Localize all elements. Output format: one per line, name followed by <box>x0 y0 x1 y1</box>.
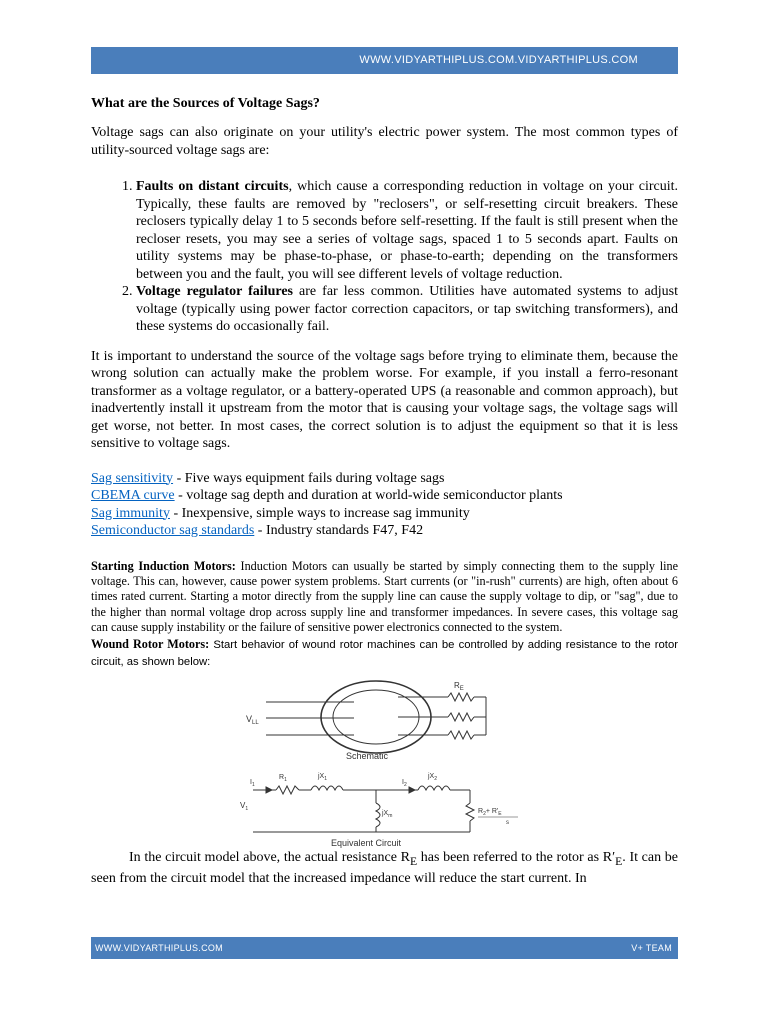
vll-label: $V_{LL}$ <box>246 713 259 726</box>
last-text-2: has been referred to the rotor as R′ <box>417 849 616 865</box>
header-url[interactable]: WWW.VIDYARTHIPLUS.COM.VIDYARTHIPLUS.COM <box>359 54 638 66</box>
link-row <box>91 487 678 505</box>
jxm-label: $jX_m$ <box>382 809 393 819</box>
r1-label: $R_1$ <box>279 773 287 783</box>
v1-label: $V_1$ <box>240 800 249 812</box>
re-label: $R_E$ <box>454 680 464 692</box>
starting-induction-paragraph <box>91 559 678 636</box>
list-item-title: Faults on distant circuits <box>136 179 289 194</box>
related-links <box>91 470 678 540</box>
section-heading: What are the Sources of Voltage Sags? <box>91 96 320 111</box>
header-bar <box>91 47 678 74</box>
last-text-3: . It can be seen from the circuit model that the increased impedance will reduce the start current. In <box>91 849 678 886</box>
starting-title: Starting Induction Motors: <box>91 558 236 573</box>
document-body <box>91 95 678 887</box>
link-cbema-curve[interactable]: CBEMA curve <box>91 488 175 503</box>
starting-text: Induction Motors can usually be started by simply connecting them to the supply line voltage. This can, however, cause power system problems. Start currents (or "in-rush" currents) are high, often about 6 times rated current. Starting a motor directly from the supply line can cause the supply voltage to dip, or "sag", due to the higher than normal voltage drop across supply line and transformer impedances. In severe cases, this voltage sag can cause supply instability or the failure of sensitive power electronics connected to the system. <box>91 558 679 635</box>
wound-text: Start behavior of wound rotor machines can be controlled by adding resistance to the rotor circuit, as shown below: <box>91 638 678 669</box>
list-item-text: , which cause a corresponding reduction in voltage on your circuit. Typically, these faults are removed by "reclosers", or self-resetting circuit breakers. These reclosers typically delay 1 to 5 seconds before self-resetting. If the fault is still present when the recloser resets, you may see a series of voltage sags, spaced 1 to 5 seconds apart. Faults on utility systems may be phase-to-phase, or phase-to-earth; depending on the transformers between you and the fault, you will see different levels of voltage reduction. <box>136 179 678 282</box>
link-description: - Industry standards F47, F42 <box>254 523 424 538</box>
link-row <box>91 522 678 540</box>
schematic-caption: Schematic <box>346 750 389 761</box>
link-sag-sensitivity[interactable]: Sag sensitivity <box>91 470 174 486</box>
motor-figure <box>91 671 678 848</box>
list-item <box>136 178 678 283</box>
link-row <box>91 470 678 488</box>
intro-paragraph: Voltage sags can also originate on your utility's electric power system. The most common types of utility-sourced voltage sags are: <box>91 125 678 158</box>
equivalent-circuit-caption: Equivalent Circuit <box>331 837 402 848</box>
wound-rotor-diagram <box>236 671 536 848</box>
wound-title: Wound Rotor Motors: <box>91 636 210 651</box>
jx2-label: $jX_2$ <box>428 772 438 782</box>
last-text-1: In the circuit model above, the actual resistance R <box>129 849 410 865</box>
sources-list <box>91 178 678 336</box>
slip-label: s <box>506 819 509 826</box>
footer-team: V+ TEAM <box>631 943 672 953</box>
link-row <box>91 505 678 523</box>
circuit-model-paragraph <box>91 849 678 888</box>
footer-url[interactable]: WWW.VIDYARTHIPLUS.COM <box>95 943 223 953</box>
explanation-paragraph: It is important to understand the source of the voltage sags before trying to eliminate them, because the wrong solution can actually make the problem worse. For example, if you install a ferro-resonant transformer as a voltage regulator, or a battery-operated UPS (a reasonable and common approach), but inadvertently install it upstream from the motor that is causing your voltage sags, the voltage sags will get worse, not better. In most cases, the correct solution is to adjust the equipment so that it is less sensitive to voltage sags. <box>91 348 678 451</box>
wound-rotor-paragraph <box>91 636 678 671</box>
link-description: - Inexpensive, simple ways to increase sag immunity <box>169 505 470 521</box>
last-sub-1: E <box>409 854 418 868</box>
last-sub-2: E <box>615 854 623 868</box>
list-item-text: are far less common. Utilities have automated systems to adjust voltage (typically using power factor correction capacitors, or tap switching transformers), and these systems do occasionally fail. <box>136 284 679 334</box>
jx1-label: $jX_1$ <box>318 772 328 782</box>
link-description: - voltage sag depth and duration at world-wide semiconductor plants <box>174 488 563 503</box>
link-description: - Five ways equipment fails during voltage sags <box>173 470 445 486</box>
r2-label: $R_2+ R'_E$ <box>478 807 502 817</box>
footer-bar <box>91 937 678 959</box>
list-item <box>136 283 678 336</box>
i1-label: $I_1$ <box>250 778 255 788</box>
i2-label: $I_2$ <box>402 778 407 788</box>
link-sag-immunity[interactable]: Sag immunity <box>91 505 170 521</box>
schematic-drawing <box>266 681 486 753</box>
list-item-title: Voltage regulator failures <box>136 284 293 299</box>
link-semiconductor-standards[interactable]: Semiconductor sag standards <box>91 523 255 538</box>
equivalent-circuit-drawing <box>253 786 474 832</box>
